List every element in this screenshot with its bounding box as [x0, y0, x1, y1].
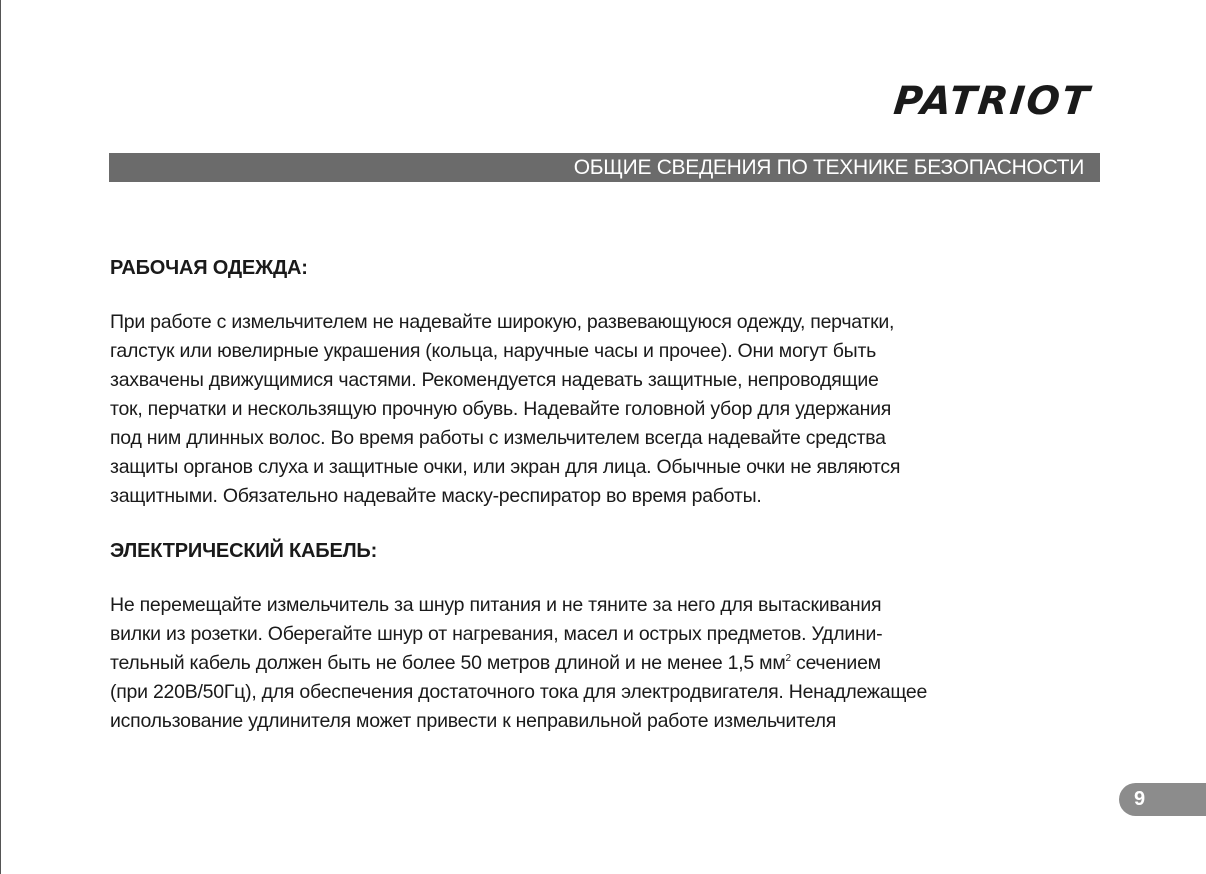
text-line: галстук или ювелирные украшения (кольца, наручные часы и прочее). Они могут быть: [110, 340, 877, 362]
text-line: (при 220В/50Гц), для обеспечения достаточного тока для электродвигателя. Ненадлежащее: [110, 681, 928, 703]
text-line: защитными. Обязательно надевайте маску-респиратор во время работы.: [110, 485, 762, 507]
text-segment: тельный кабель должен быть не более 50 метров длиной и не менее 1,5 мм: [110, 652, 786, 674]
text-line: использование удлинителя может привести к неправильной работе измельчителя: [110, 710, 837, 732]
heading-electric-cable: ЭЛЕКТРИЧЕСКИЙ КАБЕЛЬ:: [110, 540, 378, 562]
text-line-with-unit: [110, 649, 1100, 678]
page-edge-line: [0, 0, 1, 874]
text-segment: сечением: [790, 652, 881, 674]
page-number: 9: [1134, 788, 1146, 810]
text-line: вилки из розетки. Оберегайте шнур от нагревания, масел и острых предметов. Удлини-: [110, 623, 883, 645]
heading-work-clothing: РАБОЧАЯ ОДЕЖДА:: [110, 257, 308, 279]
text-line: под ним длинных волос. Во время работы с измельчителем всегда надевайте средства: [110, 427, 886, 449]
section-title-bar: [109, 153, 1100, 182]
text-line: защиты органов слуха и защитные очки, или экран для лица. Обычные очки не являются: [110, 456, 901, 478]
section-title: ОБЩИЕ СВЕДЕНИЯ ПО ТЕХНИКЕ БЕЗОПАСНОСТИ: [573, 156, 1084, 179]
paragraph-work-clothing: [110, 308, 1100, 511]
text-line: При работе с измельчителем не надевайте широкую, развевающуюся одежду, перчатки,: [110, 311, 895, 333]
text-line: захвачены движущимися частями. Рекомендуется надевать защитные, непроводящие: [110, 369, 879, 391]
text-line: Не перемещайте измельчитель за шнур питания и не тяните за него для вытаскивания: [110, 594, 882, 616]
paragraph-electric-cable: [110, 591, 1100, 736]
document-body: [110, 254, 1100, 736]
brand-logo: PATRIOT: [891, 79, 1093, 124]
page-number-tab: [1119, 783, 1206, 816]
text-line: ток, перчатки и нескользящую прочную обувь. Надевайте головной убор для удержания: [110, 398, 892, 420]
superscript-squared: 2: [785, 653, 791, 664]
